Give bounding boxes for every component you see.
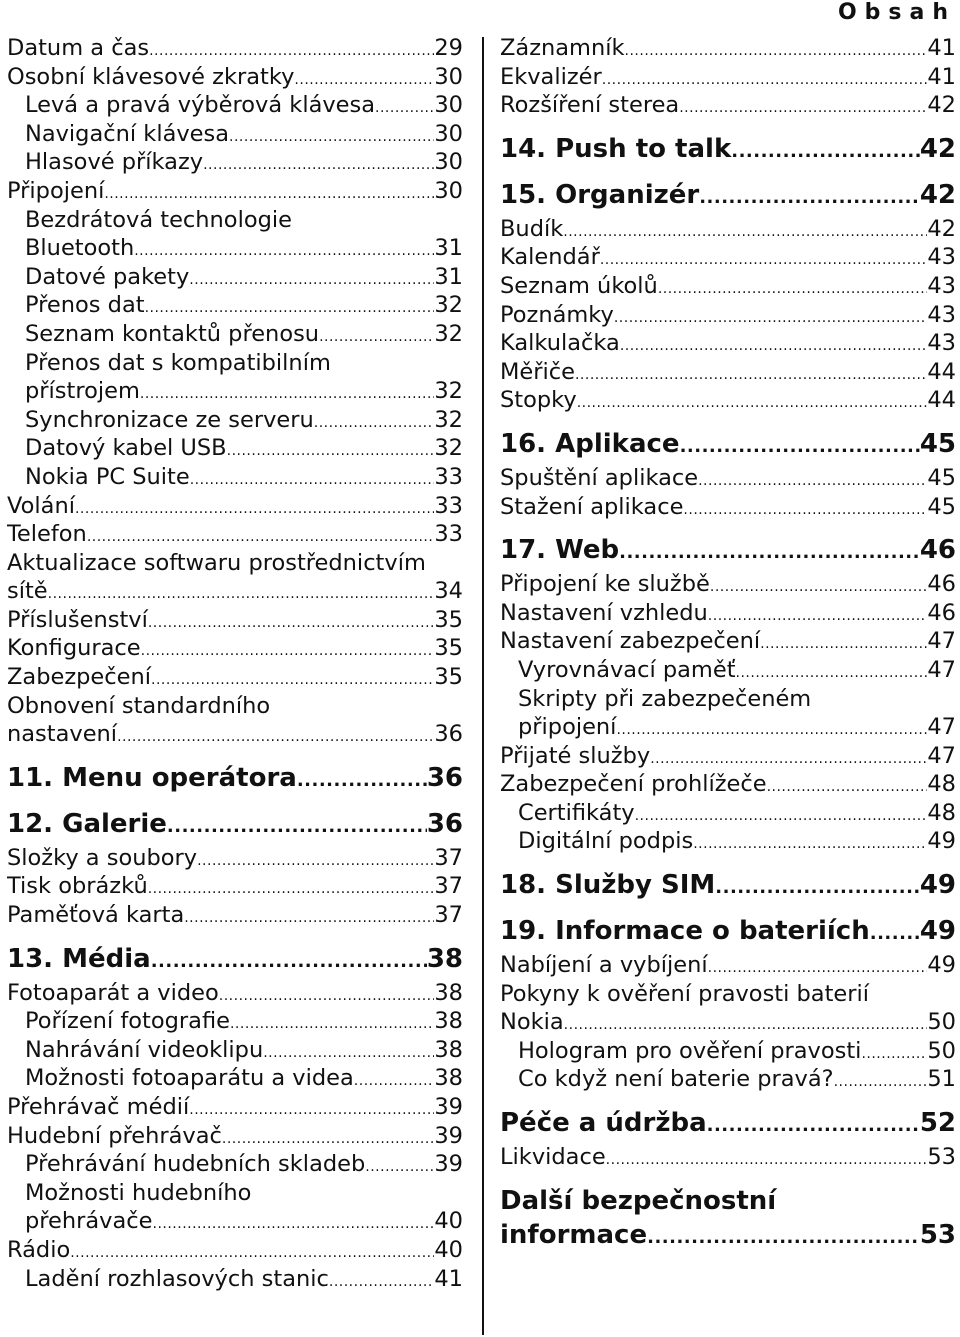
toc-entry-wrapped-line: Skripty při zabezpečeném <box>518 685 812 712</box>
toc-leader-dots <box>148 609 435 635</box>
toc-entry-title: 18. Služby SIM <box>500 870 716 901</box>
toc-leader-dots <box>708 602 928 628</box>
toc-entry <box>500 742 956 771</box>
toc-leader-dots <box>329 1268 434 1294</box>
toc-page-number: 49 <box>919 916 956 947</box>
toc-entry-title: Nastavení vzhledu <box>500 599 708 626</box>
toc-leader-dots <box>222 1125 434 1151</box>
toc-leader-dots <box>263 1039 434 1065</box>
toc-leader-dots <box>190 466 435 492</box>
toc-entry-wrapped-line: Obnovení standardního <box>7 692 271 719</box>
toc-entry-title: 11. Menu operátora <box>7 762 297 793</box>
toc-entry <box>500 215 956 244</box>
toc-page-number: 30 <box>434 149 463 176</box>
toc-page-number: 32 <box>434 378 463 405</box>
toc-leader-dots <box>104 180 434 206</box>
toc-leader-dots <box>230 1010 434 1036</box>
toc-leader-dots <box>197 847 434 873</box>
toc-entry <box>7 120 463 149</box>
toc-entry <box>7 263 463 292</box>
toc-entry <box>7 979 463 1008</box>
toc-entry-title: Seznam kontaktů přenosu <box>25 320 320 347</box>
toc-leader-dots <box>87 523 435 549</box>
toc-leader-dots <box>625 37 928 63</box>
toc-entry-title: Kalkulačka <box>500 330 620 357</box>
toc-page-number: 42 <box>919 179 956 210</box>
toc-entry-wrapped-line: Aktualizace softwaru prostřednictvím <box>7 549 426 576</box>
toc-page-number: 49 <box>919 870 956 901</box>
toc-entry-title: Spuštění aplikace <box>500 464 699 491</box>
toc-entry <box>7 377 463 406</box>
toc-entry <box>500 713 956 742</box>
toc-entry-title: Hlasové příkazy <box>25 149 204 176</box>
toc-entry-title: Osobní klávesové zkratky <box>7 63 295 90</box>
toc-leader-dots <box>189 266 434 292</box>
toc-entry-title: Datové pakety <box>25 263 190 290</box>
toc-entry-title: Možnosti fotoaparátu a videa <box>25 1065 354 1092</box>
toc-page-number: 33 <box>434 521 463 548</box>
toc-entry <box>500 1143 956 1172</box>
toc-entry <box>500 1037 956 1066</box>
toc-leader-dots <box>731 135 920 166</box>
toc-entry-title: Stopky <box>500 387 577 414</box>
toc-entry-title: Připojení <box>7 177 105 204</box>
toc-page-number: 48 <box>927 771 956 798</box>
toc-entry <box>7 1122 463 1151</box>
toc-leader-dots <box>134 237 434 263</box>
toc-leader-dots <box>189 1096 434 1122</box>
toc-entry <box>500 34 956 63</box>
toc-page-number: 32 <box>434 435 463 462</box>
toc-entry <box>7 63 463 92</box>
toc-page-number: 30 <box>434 63 463 90</box>
toc-entry-title: Pořízení fotografie <box>25 1008 230 1035</box>
toc-leader-dots <box>736 659 928 685</box>
toc-entry-title: Poznámky <box>500 301 614 328</box>
toc-leader-dots <box>319 323 434 349</box>
toc-entry-title: Zabezpečení <box>7 664 151 691</box>
toc-leader-dots <box>647 1221 920 1252</box>
toc-page-number: 35 <box>434 635 463 662</box>
toc-chapter <box>500 178 956 212</box>
toc-page-number: 47 <box>927 742 956 769</box>
toc-entry <box>500 464 956 493</box>
toc-entry <box>7 320 463 349</box>
toc-leader-dots <box>870 917 920 948</box>
toc-page-number: 39 <box>434 1094 463 1120</box>
toc-page-number: 45 <box>919 428 956 459</box>
toc-entry-title: Záznamník <box>500 35 625 61</box>
toc-entry <box>500 243 956 272</box>
toc-page-number: 34 <box>434 578 463 605</box>
toc-entry-title: Nabíjení a vybíjení <box>500 952 708 979</box>
toc-page-number: 38 <box>434 1008 463 1035</box>
toc-leader-dots <box>563 218 927 244</box>
toc-page-number: 47 <box>927 628 956 655</box>
toc-page-number: 32 <box>434 292 463 319</box>
toc-leader-dots <box>151 945 427 976</box>
toc-leader-dots <box>140 380 434 406</box>
toc-entry-title: 14. Push to talk <box>500 133 732 164</box>
toc-entry-title: Fotoaparát a video <box>7 979 219 1006</box>
toc-entry-title: přístrojem <box>25 378 140 405</box>
toc-leader-dots <box>227 437 435 463</box>
toc-page-number: 43 <box>927 330 956 357</box>
toc-entry <box>7 1150 463 1179</box>
toc-entry-title: Přijaté služby <box>500 742 651 769</box>
toc-leader-dots <box>683 496 927 522</box>
toc-page-number: 36 <box>426 808 463 839</box>
toc-entry <box>7 872 463 901</box>
toc-page-number: 33 <box>434 492 463 519</box>
toc-entry-wrapped-line: Možnosti hudebního <box>25 1179 252 1206</box>
toc-leader-dots <box>760 630 927 656</box>
toc-entry <box>500 358 956 387</box>
toc-leader-dots <box>203 151 434 177</box>
toc-page-number: 44 <box>927 387 956 414</box>
toc-leader-dots <box>715 871 920 902</box>
toc-entry <box>7 463 463 492</box>
toc-entry <box>500 1008 956 1037</box>
toc-leader-dots <box>600 246 928 272</box>
toc-leader-dots <box>365 1153 434 1179</box>
toc-entry-title: Hologram pro ověření pravosti <box>518 1037 862 1064</box>
toc-entry-title: Rozšíření sterea <box>500 92 680 119</box>
toc-leader-dots <box>184 904 434 930</box>
toc-page-number: 40 <box>434 1208 463 1235</box>
toc-leader-dots <box>699 181 920 212</box>
toc-entry <box>500 1065 956 1094</box>
toc-entry <box>500 91 956 120</box>
toc-leader-dots <box>314 409 435 435</box>
toc-leader-dots <box>693 830 927 856</box>
toc-entry-title: Navigační klávesa <box>25 120 230 147</box>
toc-entry <box>500 827 956 856</box>
toc-leader-dots <box>145 294 435 320</box>
toc-leader-dots <box>707 1109 920 1140</box>
toc-entry-title: 12. Galerie <box>7 808 167 839</box>
toc-page-number: 47 <box>927 714 956 741</box>
toc-entry <box>500 493 956 522</box>
toc-entry-title: Volání <box>7 492 75 519</box>
toc-leader-dots <box>148 875 435 901</box>
toc-leader-dots <box>167 810 427 841</box>
toc-chapter <box>500 533 956 567</box>
toc-page-number: 47 <box>927 656 956 683</box>
toc-leader-dots <box>294 66 434 92</box>
toc-leader-dots <box>577 389 928 415</box>
toc-entry <box>7 1093 463 1122</box>
toc-leader-dots <box>151 666 434 692</box>
toc-entry-title: Stažení aplikace <box>500 493 684 520</box>
toc-page-number: 32 <box>434 320 463 347</box>
toc-page-number: 30 <box>434 92 463 119</box>
toc-entry <box>500 570 956 599</box>
toc-column-right <box>500 34 956 1255</box>
toc-leader-dots <box>48 580 435 606</box>
toc-entry-title: 19. Informace o bateriích <box>500 916 870 947</box>
toc-entry-title: Zabezpečení prohlížeče <box>500 771 767 798</box>
toc-entry <box>500 63 956 92</box>
toc-leader-dots <box>354 1067 435 1093</box>
toc-page-number: 31 <box>434 235 463 262</box>
toc-entry <box>500 599 956 628</box>
toc-leader-dots <box>616 716 927 742</box>
toc-leader-dots <box>698 467 927 493</box>
toc-chapter <box>500 1218 956 1252</box>
toc-entry-title: sítě <box>7 578 48 605</box>
toc-page-number: 35 <box>434 664 463 691</box>
toc-entry <box>7 1036 463 1065</box>
toc-chapter <box>500 132 956 166</box>
toc-page-number: 29 <box>434 35 463 61</box>
toc-page-number: 44 <box>927 358 956 385</box>
toc-page-number: 46 <box>927 599 956 626</box>
toc-leader-dots <box>219 982 435 1008</box>
toc-entry-title: Datum a čas <box>7 35 150 61</box>
toc-entry-title: 15. Organizér <box>500 179 700 210</box>
toc-page-number: 53 <box>919 1219 956 1250</box>
toc-entry <box>500 386 956 415</box>
toc-leader-dots <box>70 1239 434 1265</box>
toc-entry-title: Ekvalizér <box>500 63 602 90</box>
toc-page-number: 46 <box>927 571 956 598</box>
toc-entry-title: Nokia <box>500 1009 564 1036</box>
toc-entry-title: 16. Aplikace <box>500 428 680 459</box>
toc-entry-title: Příslušenství <box>7 606 148 633</box>
toc-column-left <box>7 34 463 1293</box>
toc-entry-title: Přenos dat <box>25 292 145 319</box>
toc-entry <box>7 1064 463 1093</box>
toc-leader-dots <box>680 430 920 461</box>
toc-chapter <box>500 1106 956 1140</box>
toc-entry-title: informace <box>500 1219 648 1250</box>
toc-leader-dots <box>635 802 928 828</box>
toc-entry <box>7 520 463 549</box>
toc-leader-dots <box>141 637 435 663</box>
toc-entry-title: Nastavení zabezpečení <box>500 628 761 655</box>
toc-leader-dots <box>575 361 927 387</box>
toc-page-number: 39 <box>434 1151 463 1178</box>
toc-entry-title: Péče a údržba <box>500 1108 707 1139</box>
toc-entry-wrapped-line: Pokyny k ověření pravosti baterií <box>500 980 870 1007</box>
toc-entry <box>7 720 463 749</box>
toc-entry-title: Synchronizace ze serveru <box>25 406 314 433</box>
toc-leader-dots <box>614 304 928 330</box>
toc-entry-title: Paměťová karta <box>7 902 185 929</box>
toc-page-number: 38 <box>434 1036 463 1063</box>
toc-leader-dots <box>153 1210 435 1236</box>
toc-entry-title: Likvidace <box>500 1144 606 1171</box>
toc-entry-title: přehrávače <box>25 1208 153 1235</box>
toc-leader-dots <box>149 37 434 63</box>
toc-entry <box>7 577 463 606</box>
toc-entry <box>500 329 956 358</box>
toc-entry <box>500 951 956 980</box>
toc-entry <box>500 301 956 330</box>
toc-leader-dots <box>602 66 928 92</box>
toc-entry <box>7 234 463 263</box>
toc-entry <box>7 1207 463 1236</box>
toc-leader-dots <box>375 94 434 120</box>
toc-page-number: 35 <box>434 606 463 633</box>
toc-entry-title: Digitální podpis <box>518 828 694 855</box>
toc-entry-title: Budík <box>500 215 564 242</box>
toc-page-number: 37 <box>434 844 463 871</box>
toc-leader-dots <box>708 954 928 980</box>
toc-leader-dots <box>117 723 434 749</box>
toc-entry-title: Konfigurace <box>7 635 141 662</box>
toc-entry-title: nastavení <box>7 721 118 748</box>
toc-entry-title: Připojení ke službě <box>500 571 710 598</box>
toc-page-number: 38 <box>434 1065 463 1092</box>
toc-entry <box>7 663 463 692</box>
toc-entry-title: Seznam úkolů <box>500 272 658 299</box>
toc-entry-title: připojení <box>518 714 617 741</box>
toc-leader-dots <box>679 94 927 120</box>
toc-leader-dots <box>620 332 928 358</box>
toc-leader-dots <box>229 123 434 149</box>
toc-entry-title: Nokia PC Suite <box>25 463 190 490</box>
toc-page-number: 45 <box>927 464 956 491</box>
toc-entry-title: Nahrávání videoklipu <box>25 1036 264 1063</box>
toc-page-number: 46 <box>919 535 956 566</box>
toc-entry-title: Levá a pravá výběrová klávesa <box>25 92 376 119</box>
column-divider <box>482 37 484 1335</box>
toc-page-number: 42 <box>919 133 956 164</box>
toc-entry <box>7 606 463 635</box>
toc-leader-dots <box>297 764 427 795</box>
toc-entry <box>500 627 956 656</box>
toc-leader-dots <box>650 745 927 771</box>
toc-entry-title: Tisk obrázků <box>7 873 148 900</box>
toc-leader-dots <box>75 495 434 521</box>
toc-page-number: 43 <box>927 244 956 271</box>
toc-page-number: 43 <box>927 272 956 299</box>
toc-page-number: 48 <box>927 799 956 826</box>
toc-page-number: 37 <box>434 873 463 900</box>
toc-entry <box>7 177 463 206</box>
toc-page-number: 39 <box>434 1122 463 1149</box>
toc-entry-title: Telefon <box>7 521 87 548</box>
toc-entry <box>7 901 463 930</box>
toc-page-number: 36 <box>434 721 463 748</box>
toc-entry-title: Kalendář <box>500 244 600 271</box>
toc-entry <box>500 770 956 799</box>
toc-entry <box>7 1265 463 1294</box>
toc-page-number: 49 <box>927 952 956 979</box>
toc-page-number: 32 <box>434 406 463 433</box>
toc-leader-dots <box>710 573 927 599</box>
toc-page-number: 30 <box>434 120 463 147</box>
toc-page-number: 41 <box>927 35 956 61</box>
toc-entry-title: 17. Web <box>500 535 620 566</box>
toc-page-number: 38 <box>426 943 463 974</box>
toc-entry-title: Co když není baterie pravá? <box>518 1066 834 1093</box>
toc-chapter <box>7 942 463 976</box>
toc-page-number: 43 <box>927 301 956 328</box>
toc-leader-dots <box>767 773 928 799</box>
toc-entry <box>500 656 956 685</box>
toc-page-number: 40 <box>434 1236 463 1263</box>
toc-entry-title: Hudební přehrávač <box>7 1122 222 1149</box>
toc-chapter <box>7 761 463 795</box>
toc-page-number: 37 <box>434 902 463 929</box>
toc-entry-title: Přehrávání hudebních skladeb <box>25 1151 366 1178</box>
toc-chapter <box>500 868 956 902</box>
toc-chapter <box>500 427 956 461</box>
toc-entry <box>500 272 956 301</box>
toc-entry-title: Ladění rozhlasových stanic <box>25 1265 329 1292</box>
toc-entry-title: Složky a soubory <box>7 844 198 871</box>
toc-entry <box>7 34 463 63</box>
toc-page-number: 38 <box>434 979 463 1006</box>
toc-entry-title: Rádio <box>7 1236 71 1263</box>
toc-leader-dots <box>564 1011 928 1037</box>
toc-page-number: 41 <box>434 1265 463 1292</box>
toc-page-number: 42 <box>927 92 956 119</box>
toc-page-number: 42 <box>927 215 956 242</box>
toc-page-number: 52 <box>919 1108 956 1139</box>
toc-entry <box>7 634 463 663</box>
toc-page-number: 41 <box>927 63 956 90</box>
toc-entry <box>7 406 463 435</box>
toc-page-number: 50 <box>927 1037 956 1064</box>
toc-entry-title: Datový kabel USB <box>25 435 227 462</box>
toc-page-number: 33 <box>434 463 463 490</box>
toc-chapter-title-line: Další bezpečnostní <box>500 1185 777 1216</box>
section-header: Obsah <box>837 0 956 25</box>
toc-leader-dots <box>861 1040 927 1066</box>
toc-entry-title: Vyrovnávací paměť <box>518 656 736 683</box>
toc-entry <box>500 799 956 828</box>
toc-entry <box>7 91 463 120</box>
toc-entry <box>7 1236 463 1265</box>
toc-leader-dots <box>658 275 928 301</box>
toc-page-number: 53 <box>927 1144 956 1171</box>
toc-entry <box>7 148 463 177</box>
toc-page-number: 45 <box>927 493 956 520</box>
toc-entry <box>7 1007 463 1036</box>
toc-entry-title: 13. Média <box>7 943 151 974</box>
toc-entry <box>7 291 463 320</box>
toc-entry <box>7 844 463 873</box>
toc-page-number: 51 <box>927 1066 956 1093</box>
toc-page-number: 30 <box>434 177 463 204</box>
toc-entry-title: Bluetooth <box>25 235 135 262</box>
toc-leader-dots <box>606 1146 928 1172</box>
toc-entry-wrapped-line: Bezdrátová technologie <box>25 206 292 233</box>
toc-entry-title: Přehrávač médií <box>7 1094 190 1120</box>
toc-entry <box>7 434 463 463</box>
toc-leader-dots <box>619 536 920 567</box>
toc-entry-title: Certifikáty <box>518 799 635 826</box>
toc-entry-title: Měřiče <box>500 358 575 385</box>
toc-page-number: 36 <box>426 762 463 793</box>
toc-entry-wrapped-line: Přenos dat s kompatibilním <box>25 349 331 376</box>
toc-chapter <box>500 914 956 948</box>
toc-page-number: 31 <box>434 263 463 290</box>
toc-chapter <box>7 807 463 841</box>
toc-entry <box>7 492 463 521</box>
toc-page-number: 50 <box>927 1009 956 1036</box>
toc-leader-dots <box>834 1068 928 1094</box>
toc-page-number: 49 <box>927 828 956 855</box>
